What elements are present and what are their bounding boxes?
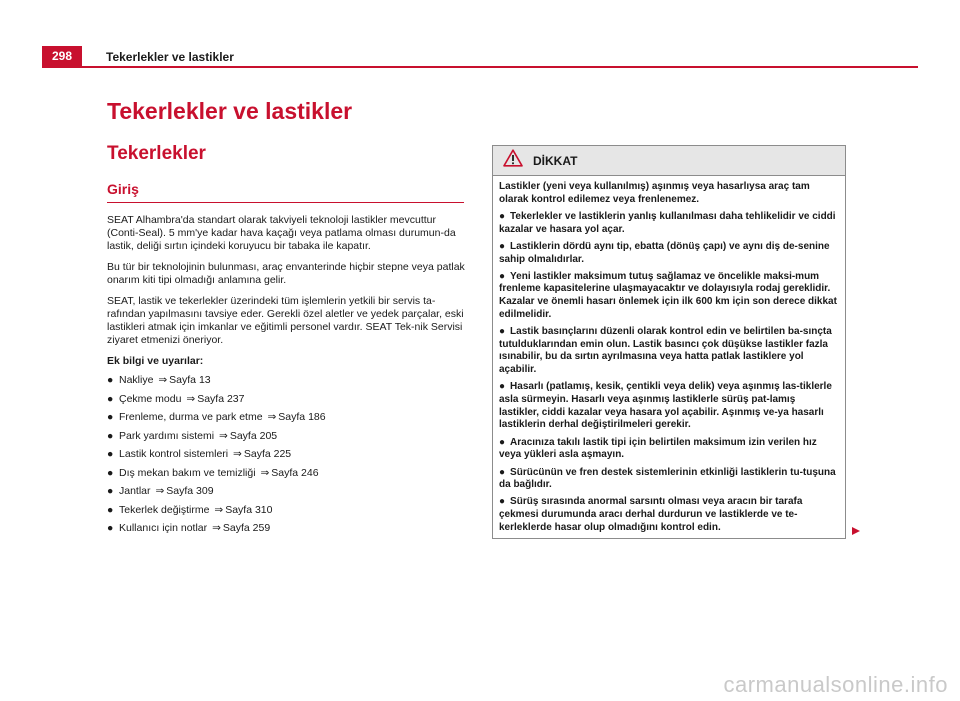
- arrow-icon: ⇒: [233, 448, 242, 460]
- extra-info-heading: Ek bilgi ve uyarılar:: [107, 355, 204, 367]
- section-title: Tekerlekler: [107, 143, 206, 164]
- bullet-icon: ●: [499, 326, 506, 338]
- bullet-icon: ●: [499, 381, 506, 393]
- chapter-title: Tekerlekler ve lastikler: [107, 98, 353, 124]
- arrow-icon: ⇒: [219, 429, 228, 442]
- warning-body: [493, 176, 845, 535]
- bullet-icon: ●: [107, 466, 114, 479]
- warning-item-text: Hasarlı (patlamış, kesik, çentikli veya delik) veya aşınmış las-tiklerle asla sürmeyin. Hasarlı veya aşınmış lastiklerle sürüş pat-lamış lastikler, ciddi kazalar veya hasara yol açabilir. Aşınmış ve-ya hasarlı lastiklerin derhal değiştirilmeleri gerekir.: [499, 381, 832, 431]
- reference-label: Kullanıcı için notlar: [119, 522, 208, 534]
- reference-item: [107, 522, 467, 535]
- warning-title: DİKKAT: [533, 153, 578, 168]
- bullet-icon: ●: [107, 392, 114, 405]
- bullet-icon: ●: [499, 466, 506, 478]
- continue-arrow-icon: [851, 523, 861, 541]
- warning-item-text: Lastik basınçlarını düzenli olarak kontrol edin ve belirtilen ba-sınçta tutulduklarından emin olun. Lastik basıncı çok düşükse lastikler fazla ısınabilir, bu da sırtın ayrılmasına veya hatta patlak lastiklere yol açabilir.: [499, 326, 832, 376]
- bullet-icon: ●: [499, 210, 506, 222]
- page-number: 298: [42, 46, 82, 66]
- warning-item-text: Sürüş sırasında anormal sarsıntı olması veya aracın bir tarafa çekmesi durumunda aracı derhal durdurun ve lastiklerde ve te-kerleklerde hasar olup olmadığını kontrol edin.: [499, 496, 803, 533]
- warning-intro: Lastikler (yeni veya kullanılmış) aşınmış veya hasarlıysa araç tam olarak kontrol edilemez veya frenlenemez.: [499, 181, 810, 205]
- warning-triangle-icon: [503, 149, 523, 172]
- reference-item: [107, 485, 467, 498]
- page-link[interactable]: Sayfa 205: [229, 429, 278, 442]
- arrow-icon: ⇒: [186, 392, 196, 405]
- bullet-icon: ●: [499, 240, 506, 252]
- arrow-icon: ⇒: [155, 485, 165, 497]
- warning-box: [492, 145, 846, 539]
- reference-item: [107, 504, 467, 517]
- bullet-icon: ●: [107, 374, 114, 386]
- bullet-icon: ●: [107, 485, 114, 497]
- warning-header: [493, 146, 845, 176]
- reference-item: [107, 430, 467, 443]
- page-link[interactable]: Sayfa 186: [278, 411, 326, 423]
- reference-label: Park yardımı sistemi: [119, 429, 215, 442]
- warning-item: [499, 381, 838, 432]
- arrow-icon: ⇒: [267, 411, 277, 423]
- warning-item: [499, 211, 838, 236]
- warning-item: [499, 467, 838, 492]
- bullet-icon: ●: [499, 270, 506, 282]
- reference-list: [107, 374, 467, 535]
- arrow-icon: ⇒: [212, 522, 221, 534]
- intro-column: [107, 214, 467, 541]
- reference-item: [107, 467, 467, 480]
- bullet-icon: ●: [499, 436, 506, 448]
- warning-item-text: Lastiklerin dördü aynı tip, ebatta (dönüş çapı) ve aynı diş de-senine sahip olmalıdırlar.: [499, 240, 830, 265]
- reference-label: Frenleme, durma ve park etme: [119, 411, 263, 423]
- bullet-icon: ●: [499, 496, 506, 508]
- warning-item-text: Sürücünün ve fren destek sistemlerinin etkinliği lastiklerin tu-tuşuna da bağlıdır.: [499, 466, 836, 491]
- warning-item: [499, 496, 838, 534]
- reference-item: [107, 411, 467, 424]
- reference-label: Nakliye: [119, 374, 154, 386]
- intro-paragraph: Bu tür bir teknolojinin bulunması, araç envanterinde hiçbir stepne veya patlak onarım kiti tipi olmadığı anlamına gelir.: [107, 261, 465, 286]
- arrow-icon: ⇒: [260, 466, 270, 479]
- subsection-divider: [107, 202, 464, 203]
- warning-item: [499, 271, 838, 322]
- warning-item: [499, 437, 838, 462]
- page-link[interactable]: Sayfa 310: [225, 503, 273, 516]
- bullet-icon: ●: [107, 503, 114, 516]
- subsection-title: Giriş: [107, 181, 139, 197]
- intro-paragraph: SEAT, lastik ve tekerlekler üzerindeki tüm işlemlerin yetkili bir servis ta-rafından yapılmasını tavsiye eder. Gerekli özel aletler ve yedek parçalar, eski lastikleri atmak için imkanlar ve eğitimli personel vardır. SEAT Tek-nik Servisi ziyaret etmenizi öneriyor.: [107, 295, 464, 346]
- bullet-icon: ●: [107, 429, 114, 442]
- page-link[interactable]: Sayfa 259: [222, 522, 271, 534]
- reference-item: [107, 374, 467, 387]
- warning-item-text: Yeni lastikler maksimum tutuş sağlamaz ve öncelikle maksi-mum frenleme kapasitelerine ulaşmayacaktır ve dolayısıyla rodaj gereklidir. Kazalar ve önemli hasarı önlemek için ilk 600 km için son derece dikkat edilmelidir.: [499, 270, 837, 320]
- page-link[interactable]: Sayfa 13: [169, 374, 211, 386]
- reference-label: Tekerlek değiştirme: [119, 503, 210, 516]
- page-link[interactable]: Sayfa 225: [243, 448, 292, 460]
- arrow-icon: ⇒: [158, 374, 168, 386]
- warning-item-text: Aracınıza takılı lastik tipi için belirtilen maksimum izin verilen hız veya yükleri asla aşmayın.: [499, 436, 817, 461]
- warning-item-text: Tekerlekler ve lastiklerin yanlış kullanılması daha tehlikelidir ve ciddi kazalar ve hasara yol açar.: [499, 210, 836, 235]
- bullet-icon: ●: [107, 522, 114, 534]
- reference-label: Dış mekan bakım ve temizliği: [119, 466, 256, 479]
- warning-item: [499, 241, 838, 266]
- page-link[interactable]: Sayfa 237: [197, 392, 245, 405]
- reference-item: [107, 448, 467, 461]
- intro-paragraph: SEAT Alhambra'da standart olarak takviyeli teknoloji lastikler mevcuttur (Conti-Seal). 5 mm'ye kadar hava kaçağı veya patlama olması durumun-da lastik, deliği sırtın içindeki koruyucu bir tabaka ile kapatır.: [107, 214, 456, 252]
- reference-item: [107, 393, 467, 406]
- arrow-icon: ⇒: [214, 503, 224, 516]
- running-header-title: Tekerlekler ve lastikler: [106, 50, 234, 64]
- reference-label: Lastik kontrol sistemleri: [119, 448, 229, 460]
- warning-item: [499, 326, 838, 377]
- reference-label: Çekme modu: [119, 392, 182, 405]
- page-link[interactable]: Sayfa 246: [271, 466, 319, 479]
- bullet-icon: ●: [107, 411, 114, 423]
- watermark: carmanualsonline.info: [723, 672, 948, 697]
- reference-label: Jantlar: [119, 485, 151, 497]
- header-divider: [42, 66, 918, 68]
- bullet-icon: ●: [107, 448, 114, 460]
- page-link[interactable]: Sayfa 309: [166, 485, 214, 497]
